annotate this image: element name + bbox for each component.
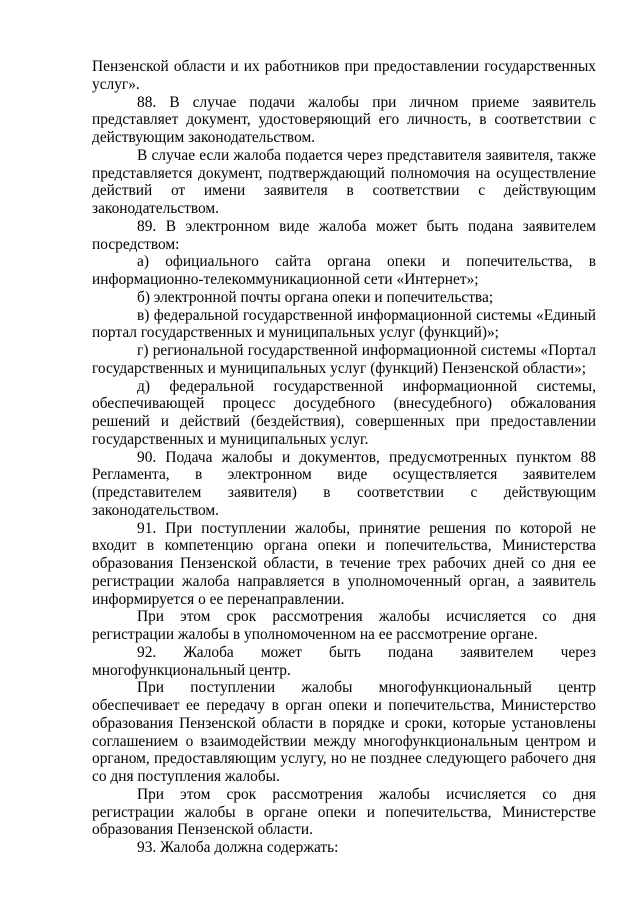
list-item-a: а) официального сайта органа опеки и попечительства, в информационно-телекоммуникационной сети «Интернет»; (92, 253, 596, 288)
paragraph-88: 88. В случае подачи жалобы при личном приеме заявитель представляет документ, удостоверяющий его личность, в соответствии с действующим законодательством. (92, 93, 596, 146)
paragraph-91-term: При этом срок рассмотрения жалобы исчисляется со дня регистрации жалобы в уполномоченном на ее рассмотрение органе. (92, 608, 596, 643)
list-item-d: д) федеральной государственной информационной системы, обеспечивающей процесс досудебного (внесудебного) обжалования решений и действий (бездействия), совершенных при предоставлении государственных и муниципальных услуг. (92, 377, 596, 448)
list-item-v: в) федеральной государственной информационной системы «Единый портал государственных и муниципальных услуг (функций)»; (92, 306, 596, 342)
paragraph-89: 89. В электронном виде жалоба может быть подана заявителем посредством: (92, 217, 596, 253)
paragraph-continuation: Пензенской области и их работников при предоставлении государственных услуг». (92, 58, 596, 93)
list-item-b: б) электронной почты органа опеки и попечительства; (137, 288, 494, 306)
paragraph-91: 91. При поступлении жалобы, принятие решения по которой не входит в компетенцию органа опеки и попечительства, Министерства образования Пензенской области, в течение трех рабочих дней со дня ее регистрации жалоба направляется в уполномоченный орган, а заявитель информируется о ее перенаправлении. (92, 519, 596, 608)
paragraph-representative: В случае если жалоба подается через представителя заявителя, также представляется документ, подтверждающий полномочия на осуществление действий от имени заявителя в соответствии с действующим законодательством. (92, 146, 596, 217)
paragraph-90: 90. Подача жалобы и документов, предусмотренных пунктом 88 Регламента, в электронном виде осуществляется заявителем (представителем заявителя) в соответствии с действующим законодательством. (92, 448, 596, 519)
paragraph-93: 93. Жалоба должна содержать: (137, 839, 339, 856)
paragraph-92-term: При этом срок рассмотрения жалобы исчисляется со дня регистрации жалобы в органе опеки и попечительства, Министерстве образования Пензенской области. (92, 785, 596, 839)
paragraph-92: 92. Жалоба может быть подана заявителем через многофункциональный центр. (92, 643, 596, 679)
paragraph-92-mfc: При поступлении жалобы многофункциональный центр обеспечивает ее передачу в орган опеки и попечительства, Министерство образования Пензенской области в порядке и сроки, которые установлены соглашением о взаимодействии между многофункциональным центром и органом, предоставляющим услугу, но не позднее следующего рабочего дня со дня поступления жалобы. (92, 679, 596, 785)
list-item-g: г) региональной государственной информационной системы «Портал государственных и муниципальных услуг (функций) Пензенской области»; (92, 342, 596, 377)
